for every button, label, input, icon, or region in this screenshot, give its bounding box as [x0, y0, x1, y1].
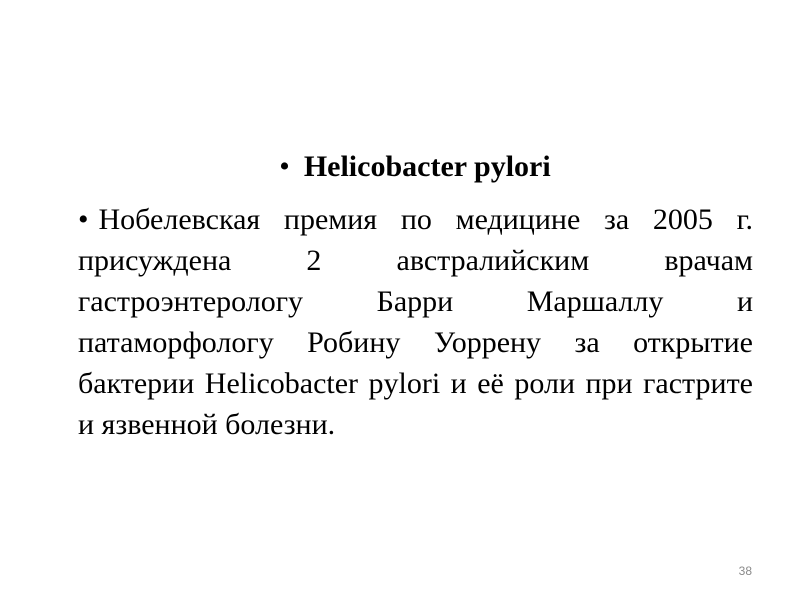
page-number: 38	[738, 564, 752, 578]
title-bullet-item	[0, 147, 800, 187]
body-text: Нобелевская премия по медицине за 2005 г. присуждена 2 австралийским врачам гастроэнтерологу Барри Маршаллу и патаморфологу Робину Уоррену за открытие бактерии Helicobacter pylori и её роли при гастрите и язвенной болезни.	[78, 203, 753, 441]
body-bullet-item	[78, 199, 753, 445]
title-bullet: •	[279, 150, 290, 183]
body-bullet: •	[78, 203, 89, 236]
slide-title: Helicobacter pylori	[303, 150, 551, 183]
